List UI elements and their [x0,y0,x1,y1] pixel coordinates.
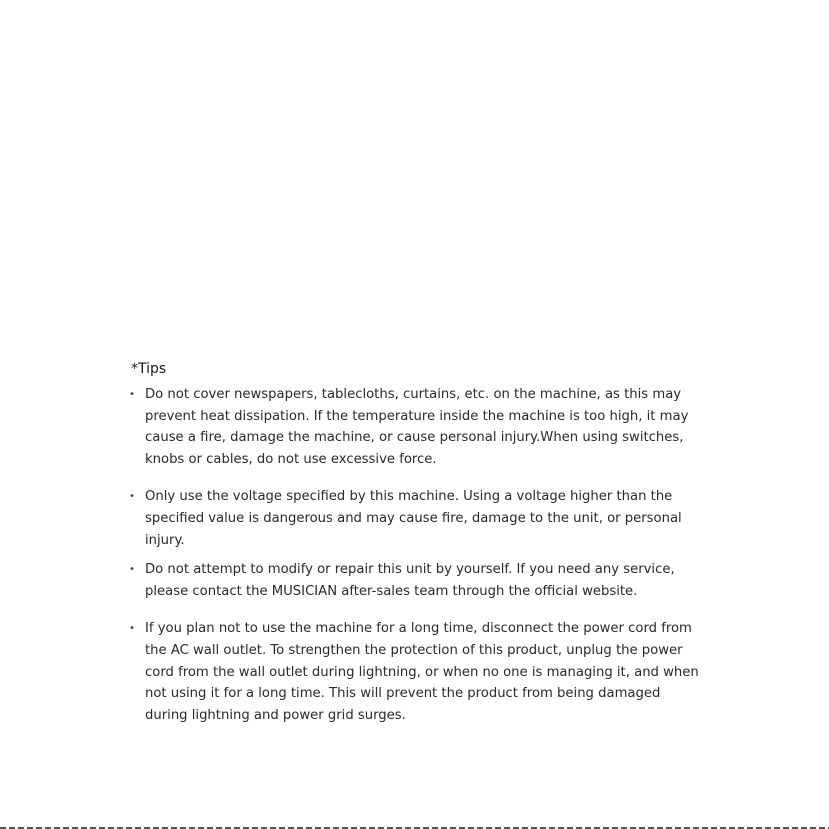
tip-text: Do not attempt to modify or repair this unit by yourself. If you need any service, please contact the MUSICIAN after-sales team through the official website. [145,562,675,599]
tip-item-repair [129,559,699,602]
tip-text: Do not cover newspapers, tablecloths, curtains, etc. on the machine, as this may prevent heat dissipation. If the temperature inside the machine is too high, it may cause a fire, damage the machine, or cause personal injury.When using switches, knobs or cables, do not use excessive force. [145,387,689,467]
bullet-icon: • [129,491,135,503]
bullet-icon: • [129,564,135,576]
bullet-icon: • [129,389,135,400]
tip-item-power-cord [129,618,699,726]
tip-text: If you plan not to use the machine for a long time, disconnect the power cord from the AC wall outlet. To strengthen the protection of this product, unplug the power cord from the wall outlet during lightning, or when no one is managing it, and when not using it for a long time. This will prevent the product from being damaged during lightning and power grid surges. [145,621,699,723]
bullet-icon: • [129,623,135,635]
tip-item-heat-dissipation [129,384,699,470]
tips-section [129,358,699,726]
tips-heading: *Tips [131,361,167,377]
tips-list [129,384,699,726]
tip-item-voltage [129,486,699,551]
tip-text: Only use the voltage specified by this machine. Using a voltage higher than the specified value is dangerous and may cause fire, damage to the unit, or personal injury. [145,489,682,548]
